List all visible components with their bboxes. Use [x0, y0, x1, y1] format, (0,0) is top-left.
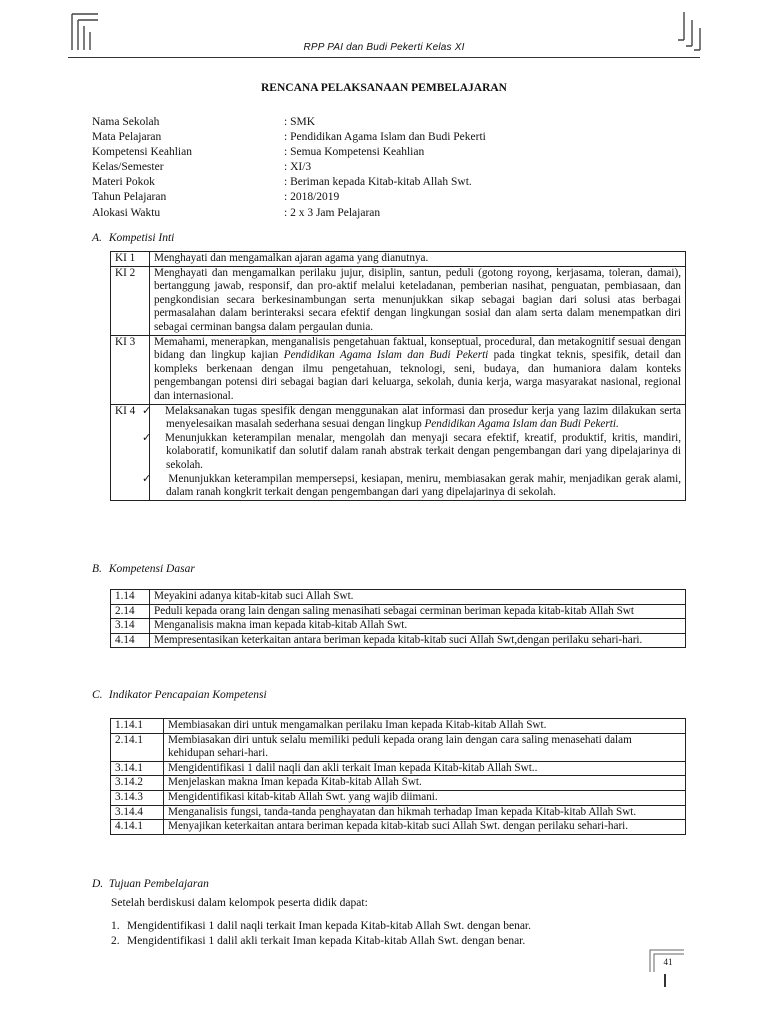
kd-code: 4.14 — [111, 633, 150, 648]
table-row — [111, 590, 686, 605]
identity-label: Tahun Pelajaran — [92, 191, 167, 204]
table-row — [111, 805, 686, 820]
section-letter: C. — [92, 689, 103, 701]
list-item — [111, 934, 531, 949]
identity-row — [92, 190, 486, 205]
kd-text: Peduli kepada orang lain dengan saling menasihati sebagai cerminan beriman kepada kitab-kitab Allah Swt — [150, 604, 686, 619]
table-row — [111, 633, 686, 648]
section-b-heading — [92, 563, 195, 575]
ki-table — [110, 251, 686, 501]
check-icon: ✓ — [142, 404, 152, 417]
ki-text: Menghayati dan mengamalkan ajaran agama yang dianutnya. — [150, 252, 686, 267]
page-number-tick — [664, 974, 666, 987]
table-row — [111, 761, 686, 776]
ki-text — [150, 335, 686, 404]
table-row — [111, 733, 686, 761]
kd-text: Meyakini adanya kitab-kitab suci Allah Swt. — [150, 590, 686, 605]
section-c-heading — [92, 689, 267, 701]
identity-row — [92, 160, 486, 175]
ipk-code: 3.14.1 — [111, 761, 164, 776]
page-number: 41 — [663, 957, 673, 967]
ki4-item-text: Melaksanakan tugas spesifik dengan menggunakan alat informasi dan prosedur kerja yang lazim dilakukan serta menyelesaikan masalah sederhana sesuai dengan lingkup — [165, 404, 681, 431]
table-row — [111, 335, 686, 404]
section-title: Kompetisi Inti — [108, 232, 175, 244]
check-icon: ✓ — [142, 431, 152, 444]
table-row — [111, 820, 686, 835]
section-letter: D. — [92, 878, 104, 890]
ki3-text-part: Memahami, menerapkan, menganalisis pengetahuan faktual, konseptual, procedural, dan metakognitif sesuai dengan bidang dan lingkup kajian — [154, 335, 681, 362]
ki-code: KI 4 — [111, 404, 150, 500]
running-head: RPP PAI dan Budi Pekerti Kelas XI — [303, 42, 465, 53]
ki-text: Menghayati dan mengamalkan perilaku jujur, disiplin, santun, peduli (gotong royong, kerjasama, toleran, damai), bertanggung jawab, responsif, dan pro-aktif melalui keteladanan, pemberian nasihat, penguatan, pembiasaan, dan pengkondisian secara berkesinambungan serta menunjukkan sikap sebagai bagian dari solusi atas berbagai permasalahan dalam berinteraksi secara efektif dengan lingkungan sosial dan alam serta dalam menempatkan diri sebagai cerminan bangsa dalam pergaulan dunia. — [150, 266, 686, 335]
table-row — [111, 619, 686, 634]
section-title: Tujuan Pembelajaran — [108, 878, 209, 890]
ipk-text: Menjelaskan makna Iman kepada Kitab-kitab Allah Swt. — [164, 776, 686, 791]
identity-value: : 2018/2019 — [284, 191, 340, 204]
identity-label: Mata Pelajaran — [92, 131, 162, 144]
ki4-item — [142, 431, 681, 473]
table-row — [111, 776, 686, 791]
identity-label: Nama Sekolah — [92, 116, 160, 128]
ipk-table — [110, 718, 686, 835]
identity-row — [92, 145, 486, 160]
ipk-text: Membiasakan diri untuk mengamalkan perilaku Iman kepada Kitab-kitab Allah Swt. — [164, 719, 686, 734]
ki-code: KI 1 — [111, 252, 150, 267]
ipk-code: 3.14.2 — [111, 776, 164, 791]
ipk-text: Mengidentifikasi 1 dalil naqli dan akli terkait Iman kepada Kitab-kitab Allah Swt.. — [164, 761, 686, 776]
section-letter: A. — [92, 232, 102, 244]
ki4-item — [142, 404, 681, 432]
table-row — [111, 604, 686, 619]
ki-code: KI 2 — [111, 266, 150, 335]
section-letter: B. — [92, 563, 102, 575]
ki3-text-emphasis: Pendidikan Agama Islam dan Budi Pekerti — [283, 349, 489, 362]
identity-row — [92, 206, 486, 221]
ipk-text: Menyajikan keterkaitan antara beriman kepada kitab-kitab suci Allah Swt. dengan perilaku sehari-hari. — [164, 820, 686, 835]
header-rule — [68, 57, 700, 58]
ki4-item — [142, 472, 681, 500]
kd-code: 2.14 — [111, 604, 150, 619]
identity-value: : 2 x 3 Jam Pelajaran — [284, 206, 381, 219]
list-item-text: Mengidentifikasi 1 dalil akli terkait Iman kepada Kitab-kitab Allah Swt. dengan benar. — [127, 935, 526, 947]
ipk-text: Membiasakan diri untuk selalu memiliki peduli kepada orang lain dengan cara saling menasehati dalam kehidupan sehari-hari. — [164, 733, 686, 761]
ipk-code: 1.14.1 — [111, 719, 164, 734]
list-number: 1. — [111, 920, 120, 932]
ipk-code: 4.14.1 — [111, 820, 164, 835]
ipk-text: Mengidentifikasi kitab-kitab Allah Swt. yang wajib diimani. — [164, 790, 686, 805]
kd-text: Menganalisis makna iman kepada kitab-kitab Allah Swt. — [150, 619, 686, 634]
kd-table — [110, 589, 686, 648]
ki-text — [142, 404, 686, 500]
ki-code: KI 3 — [111, 335, 150, 404]
identity-row — [92, 175, 486, 190]
ipk-code: 3.14.4 — [111, 805, 164, 820]
table-row — [111, 790, 686, 805]
ipk-text: Menganalisis fungsi, tanda-tanda penghayatan dan hikmah terhadap Iman kepada Kitab-kitab Allah Swt. — [164, 805, 686, 820]
table-row — [111, 404, 686, 500]
identity-label: Alokasi Waktu — [92, 206, 161, 219]
identity-label: Kelas/Semester — [92, 161, 164, 174]
ki4-item-emphasis: Pendidikan Agama Islam dan Budi Pekerti. — [424, 418, 619, 431]
tujuan-intro: Setelah berdiskusi dalam kelompok peserta didik dapat: — [111, 897, 368, 909]
identity-block — [92, 115, 486, 221]
ki4-item-text: Menunjukkan keterampilan menalar, mengolah dan menyaji secara efektif, kreatif, produktif, kritis, mandiri, kolaboratif, komunikatif dan solutif dalam ranah abstrak terkait dengan pengembangan dari yang dipelajarinya di sekolah. — [165, 431, 681, 471]
section-a-heading — [92, 232, 174, 244]
check-icon: ✓ — [142, 472, 152, 485]
table-row — [111, 252, 686, 267]
kd-code: 3.14 — [111, 619, 150, 634]
identity-label: Kompetensi Keahlian — [92, 146, 192, 159]
ipk-code: 3.14.3 — [111, 790, 164, 805]
identity-value: : Beriman kepada Kitab-kitab Allah Swt. — [284, 176, 472, 189]
section-title: Kompetensi Dasar — [108, 563, 195, 575]
identity-value: : Semua Kompetensi Keahlian — [284, 146, 425, 159]
document-title: RENCANA PELAKSANAAN PEMBELAJARAN — [261, 82, 507, 94]
tujuan-list — [111, 919, 531, 949]
identity-value: : XI/3 — [284, 161, 312, 174]
list-item-text: Mengidentifikasi 1 dalil naqli terkait Iman kepada Kitab-kitab Allah Swt. dengan benar. — [127, 920, 531, 932]
identity-row — [92, 130, 486, 145]
list-number: 2. — [111, 935, 120, 947]
list-item — [111, 919, 531, 934]
identity-label: Materi Pokok — [92, 176, 155, 189]
kd-text: Mempresentasikan keterkaitan antara beriman kepada kitab-kitab suci Allah Swt,dengan perilaku sehari-hari. — [150, 633, 686, 648]
table-row — [111, 719, 686, 734]
section-title: Indikator Pencapaian Kompetensi — [108, 689, 267, 701]
kd-code: 1.14 — [111, 590, 150, 605]
ki4-item-text: Menunjukkan keterampilan mempersepsi, kesiapan, meniru, membiasakan gerak mahir, menjadikan gerak alami, dalam ranah kongkrit terkait dengan pengembangan dari yang dipelajarinya di sekolah. — [165, 472, 681, 499]
identity-row — [92, 115, 486, 130]
section-d-heading — [92, 878, 209, 890]
ipk-code: 2.14.1 — [111, 733, 164, 761]
identity-value: : Pendidikan Agama Islam dan Budi Pekerti — [284, 131, 486, 144]
identity-value: : SMK — [284, 116, 315, 128]
table-row — [111, 266, 686, 335]
ki3-text-part: pada tingkat teknis, spesifik, detail dan kompleks berkenaan dengan ilmu pengetahuan, teknologi, seni, budaya, dan humaniora dalam konteks pengembangan potensi diri sebagai bagian dari keluarga, sekolah, dunia kerja, warga masyarakat nasional, regional dan internasional. — [154, 349, 682, 402]
